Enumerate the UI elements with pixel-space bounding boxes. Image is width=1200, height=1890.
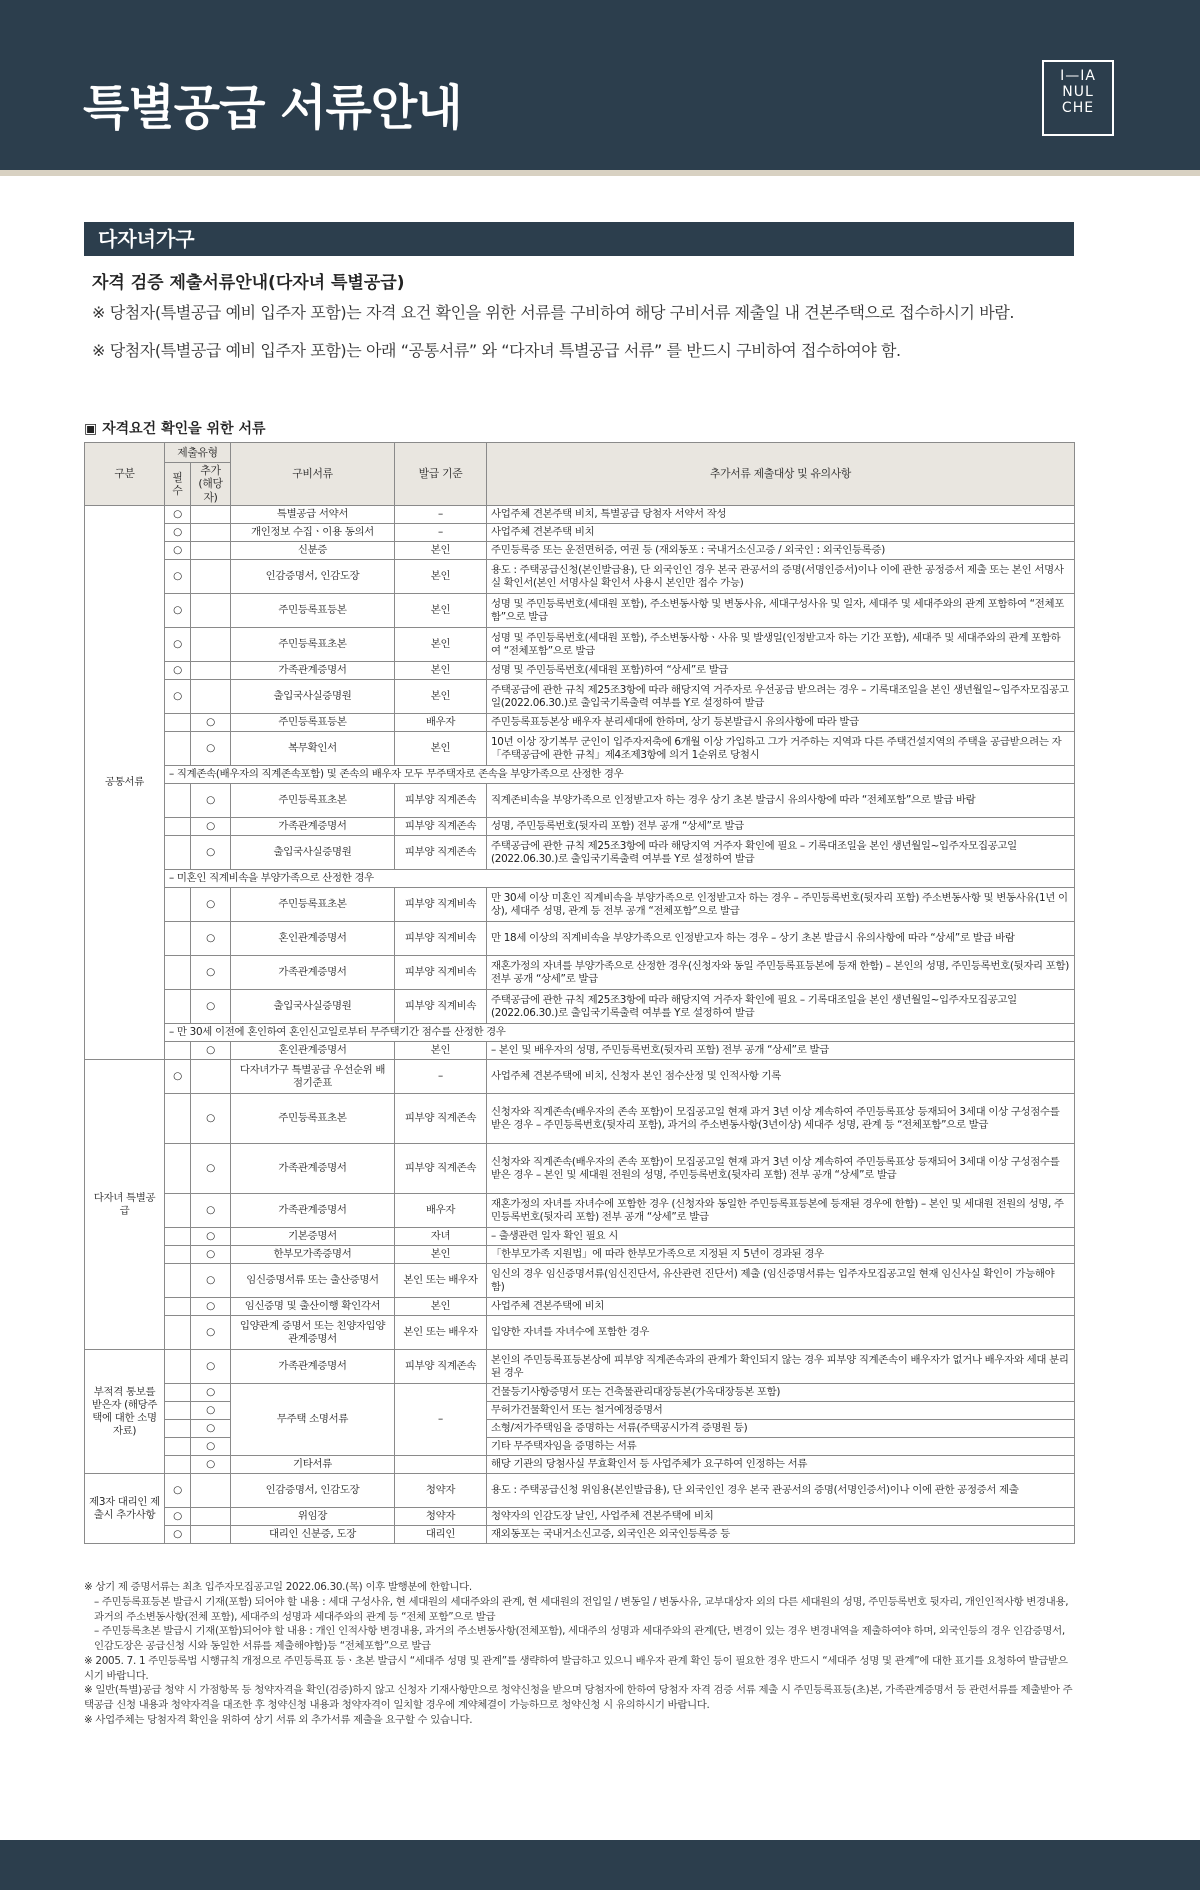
remark-cell: 재외동포는 국내거소신고증, 외국인은 외국인등록증 등 xyxy=(487,1526,1075,1544)
basis-cell: 본인 xyxy=(395,628,487,662)
table-row xyxy=(85,1350,1075,1384)
table-row xyxy=(85,506,1075,524)
table-row xyxy=(85,1456,1075,1474)
table-title: ▣ 자격요건 확인을 위한 서류 xyxy=(84,421,266,437)
additional-mark: ○ xyxy=(191,1264,231,1298)
table-row xyxy=(85,1298,1075,1316)
logo-line: CHE xyxy=(1061,100,1095,116)
remark-cell: 성명 및 주민등록번호(세대원 포함), 주소변동사항ㆍ사유 및 발생일(인정받고자 하는 기간 포함), 세대주 및 세대주와의 관계 포함하여 “전체포함”으로 발급 xyxy=(487,628,1075,662)
remark-cell: 사업주체 견본주택에 비치, 신청자 본인 점수산정 및 인적사항 기록 xyxy=(487,1060,1075,1094)
additional-mark: ○ xyxy=(191,1420,231,1438)
table-row xyxy=(85,818,1075,836)
additional-mark: ○ xyxy=(191,1144,231,1194)
footnote: ※ 일반(특별)공급 청약 시 가점항목 등 청약자격을 확인(검증)하지 않고 신청자 기재사항만으로 청약신청을 받으며 당첨자에 한하여 당첨자 자격 검증 서류 제출 시 주민등록표등(초)본, 가족관계증명서 등 관련서류를 제출받아 주택공급 신청 내용과 청약자격을 대조한 후 청약신청 내용과 청약자격이 일치할 경우에 계약체결이 가능하므로 청약신청 시 유의하시기 바랍니다. xyxy=(84,1684,1073,1712)
remark-cell: 용도 : 주택공급신청(본인발급용), 단 외국인인 경우 본국 관공서의 증명(서명인증서)이나 이에 관한 공정증서 제출 또는 본인 서명사실 확인서(본인 서명사실 확인서 사용시 본인만 접수 가능) xyxy=(487,560,1075,594)
additional-mark: ○ xyxy=(191,732,231,766)
footnote: – 주민등록표등본 발급시 기재(포함) 되어야 할 내용 : 세대 구성사유, 현 세대원의 세대주와의 관계, 현 세대원의 전입일 / 변동일 / 변동사유, 교부대상자 외의 다른 세대원의 성명, 주민등록번호 뒷자리, 개인인적사항 변경내용, 과거의 주소변동사항(전체 포함), 세대주의 성명과 세대주와의 관계 등 “전체 포함”으로 발급 xyxy=(94,1595,1069,1623)
documents-table xyxy=(84,442,1075,1544)
table-row xyxy=(85,1474,1075,1508)
document-cell: 임신증명서류 또는 출산증명서 xyxy=(231,1264,395,1298)
basis-cell: 피부양 직계존속 xyxy=(395,1350,487,1384)
required-mark xyxy=(165,784,191,818)
required-mark: ○ xyxy=(165,506,191,524)
remark-cell: 성명 및 주민등록번호(세대원 포함)하여 “상세”로 발급 xyxy=(487,662,1075,680)
remark-cell: 청약자의 인감도장 날인, 사업주체 견본주택에 비치 xyxy=(487,1508,1075,1526)
required-mark: ○ xyxy=(165,594,191,628)
basis-cell: 본인 또는 배우자 xyxy=(395,1264,487,1298)
basis-cell: 피부양 직계비속 xyxy=(395,990,487,1024)
required-mark: ○ xyxy=(165,1508,191,1526)
header-divider xyxy=(0,170,1200,176)
basis-cell: 대리인 xyxy=(395,1526,487,1544)
required-mark: ○ xyxy=(165,1474,191,1508)
table-row xyxy=(85,1526,1075,1544)
table-row xyxy=(85,956,1075,990)
basis-cell: – xyxy=(395,1384,487,1456)
required-mark: ○ xyxy=(165,628,191,662)
header-basis: 발급 기준 xyxy=(395,443,487,506)
logo-line: I—IA xyxy=(1060,68,1096,84)
required-mark xyxy=(165,1316,191,1350)
remark-cell: 주민등록증 또는 운전면허증, 여권 등 (재외동포 : 국내거소신고증 / 외국인 : 외국인등록증) xyxy=(487,542,1075,560)
required-mark xyxy=(165,1350,191,1384)
additional-mark xyxy=(191,1060,231,1094)
remark-cell: 만 18세 이상의 직계비속을 부양가족으로 인정받고자 하는 경우 – 상기 초본 발급시 유의사항에 따라 “상세”로 발급 바람 xyxy=(487,922,1075,956)
additional-mark: ○ xyxy=(191,1042,231,1060)
document-cell: 한부모가족증명서 xyxy=(231,1246,395,1264)
document-cell: 무주택 소명서류 xyxy=(231,1384,395,1456)
document-cell: 기타서류 xyxy=(231,1456,395,1474)
required-mark xyxy=(165,1094,191,1144)
required-mark xyxy=(165,1298,191,1316)
table-row xyxy=(85,560,1075,594)
basis-cell: – xyxy=(395,524,487,542)
document-cell: 대리인 신분증, 도장 xyxy=(231,1526,395,1544)
table-row xyxy=(85,990,1075,1024)
required-mark xyxy=(165,732,191,766)
document-cell: 신분증 xyxy=(231,542,395,560)
footnote: ※ 사업주체는 당첨자격 확인을 위하여 상기 서류 외 추가서류 제출을 요구할 수 있습니다. xyxy=(84,1713,473,1726)
additional-mark: ○ xyxy=(191,1350,231,1384)
basis-cell: 피부양 직계존속 xyxy=(395,1144,487,1194)
required-mark xyxy=(165,1438,191,1456)
required-mark xyxy=(165,956,191,990)
additional-mark: ○ xyxy=(191,836,231,870)
remark-cell: 사업주체 견본주택에 비치 xyxy=(487,1298,1075,1316)
basis-cell: 피부양 직계존속 xyxy=(395,818,487,836)
basis-cell: 본인 xyxy=(395,560,487,594)
required-mark xyxy=(165,1228,191,1246)
table-row xyxy=(85,784,1075,818)
basis-cell: 본인 xyxy=(395,732,487,766)
table-row xyxy=(85,836,1075,870)
remark-cell: 성명 및 주민등록번호(세대원 포함), 주소변동사항 및 변동사유, 세대구성사유 및 일자, 세대주 및 세대주와의 관계 포함하여 “전체포함”으로 발급 xyxy=(487,594,1075,628)
required-mark xyxy=(165,836,191,870)
table-row xyxy=(85,1384,1075,1402)
remark-cell: 입양한 자녀를 자녀수에 포함한 경우 xyxy=(487,1316,1075,1350)
document-cell: 혼인관계증명서 xyxy=(231,922,395,956)
remark-cell: 소형/저가주택임을 증명하는 서류(주택공시가격 증명원 등) xyxy=(487,1420,1075,1438)
footnotes xyxy=(84,1580,1074,1728)
basis-cell: 피부양 직계존속 xyxy=(395,1094,487,1144)
subheading-row: – 만 30세 이전에 혼인하여 혼인신고일로부터 무주택기간 점수를 산정한 경우 xyxy=(165,1024,1075,1042)
document-cell: 가족관계증명서 xyxy=(231,818,395,836)
remark-cell: 10년 이상 장기복무 군인이 입주자저축에 6개월 이상 가입하고 그가 거주하는 지역과 다른 주택건설지역의 주택을 공급받으려는 자「주택공급에 관한 규칙」제4조제3항에 의거 1순위로 당첨시 xyxy=(487,732,1075,766)
remark-cell: 재혼가정의 자녀를 자녀수에 포함한 경우 (신청자와 동일한 주민등록표등본에 등재된 경우에 한함) – 본인 및 세대원 전원의 성명, 주민등록번호(뒷자리 포함) 전부 공개 “상세”로 발급 xyxy=(487,1194,1075,1228)
remark-cell: 사업주체 견본주택 비치, 특별공급 당첨자 서약서 작성 xyxy=(487,506,1075,524)
additional-mark xyxy=(191,524,231,542)
section-title: 다자녀가구 xyxy=(84,222,1074,256)
footnote: ※ 상기 제 증명서류는 최초 입주자모집공고일 2022.06.30.(목) 이후 발행분에 한합니다. xyxy=(84,1581,472,1593)
header-additional: 추가 (해당자) xyxy=(191,463,231,506)
remark-cell: 주민등록표등본상 배우자 분리세대에 한하며, 상기 등본발급시 유의사항에 따라 발급 xyxy=(487,714,1075,732)
document-cell: 주민등록표초본 xyxy=(231,784,395,818)
section-note: ※ 당첨자(특별공급 예비 입주자 포함)는 자격 요건 확인을 위한 서류를 구비하여 해당 구비서류 제출일 내 견본주택으로 접수하시기 바람. xyxy=(92,303,1015,322)
basis-cell: 본인 xyxy=(395,662,487,680)
remark-cell: 무허가건물확인서 또는 철거예정증명서 xyxy=(487,1402,1075,1420)
additional-mark xyxy=(191,1526,231,1544)
page-title: 특별공급 서류안내 xyxy=(83,80,462,136)
basis-cell: 청약자 xyxy=(395,1508,487,1526)
basis-cell: 본인 xyxy=(395,1298,487,1316)
remark-cell: – 본인 및 배우자의 성명, 주민등록번호(뒷자리 포함) 전부 공개 “상세”로 발급 xyxy=(487,1042,1075,1060)
table-row xyxy=(85,1228,1075,1246)
additional-mark: ○ xyxy=(191,1402,231,1420)
section-note: ※ 당첨자(특별공급 예비 입주자 포함)는 아래 “공통서류” 와 “다자녀 특별공급 서류” 를 반드시 구비하여 접수하여야 함. xyxy=(92,341,901,360)
section-subtitle: 자격 검증 제출서류안내(다자녀 특별공급) xyxy=(92,273,405,293)
basis-cell: 본인 xyxy=(395,1246,487,1264)
document-cell: 가족관계증명서 xyxy=(231,1144,395,1194)
remark-cell: 사업주체 견본주택 비치 xyxy=(487,524,1075,542)
remark-cell: 본인의 주민등록표등본상에 피부양 직계존속과의 관계가 확인되지 않는 경우 피부양 직계존속이 배우자가 없거나 배우자와 세대 분리된 경우 xyxy=(487,1350,1075,1384)
required-mark xyxy=(165,1144,191,1194)
required-mark: ○ xyxy=(165,1060,191,1094)
remark-cell: 주택공급에 관한 규칙 제25조3항에 따라 해당지역 거주자로 우선공급 받으려는 경우 – 기록대조일을 본인 생년월일~입주자모집공고일(2022.06.30.)로 출입국기록출력 여부를 Y로 설정하여 발급 xyxy=(487,680,1075,714)
additional-mark xyxy=(191,628,231,662)
logo-line: NUL xyxy=(1062,84,1094,100)
remark-cell: 신청자와 직계존속(배우자의 존속 포함)이 모집공고일 현재 과거 3년 이상 계속하여 주민등록표상 등재되어 3세대 이상 구성점수를 받은 경우 – 주민등록번호(뒷자리 포함), 과거의 주소변동사항(3년이상) 세대주 성명, 관계 등 “전체포함”으로 발급 xyxy=(487,1094,1075,1144)
table-row xyxy=(85,1246,1075,1264)
remark-cell: 건물등기사항증명서 또는 건축물관리대장등본(가옥대장등본 포함) xyxy=(487,1384,1075,1402)
document-cell: 출입국사실증명원 xyxy=(231,990,395,1024)
remark-cell: 주택공급에 관한 규칙 제25조3항에 따라 해당지역 거주자 확인에 필요 – 기록대조일을 본인 생년월일~입주자모집공고일(2022.06.30.)로 출입국기록출력 여부를 Y로 설정하여 발급 xyxy=(487,836,1075,870)
required-mark xyxy=(165,1042,191,1060)
table-row xyxy=(85,680,1075,714)
table-row xyxy=(85,870,1075,888)
basis-cell: 본인 xyxy=(395,542,487,560)
basis-cell: 본인 또는 배우자 xyxy=(395,1316,487,1350)
table-row xyxy=(85,1024,1075,1042)
additional-mark xyxy=(191,1508,231,1526)
required-mark xyxy=(165,1456,191,1474)
table-row xyxy=(85,1042,1075,1060)
additional-mark xyxy=(191,680,231,714)
basis-cell: 피부양 직계비속 xyxy=(395,956,487,990)
additional-mark: ○ xyxy=(191,1194,231,1228)
brand-logo xyxy=(1042,60,1114,136)
additional-mark xyxy=(191,506,231,524)
basis-cell: 피부양 직계존속 xyxy=(395,784,487,818)
basis-cell: 피부양 직계비속 xyxy=(395,888,487,922)
document-cell: 주민등록표등본 xyxy=(231,594,395,628)
basis-cell: 피부양 직계비속 xyxy=(395,922,487,956)
document-cell: 주민등록표초본 xyxy=(231,888,395,922)
table-row xyxy=(85,594,1075,628)
required-mark xyxy=(165,1194,191,1228)
remark-cell: 재혼가정의 자녀를 부양가족으로 산정한 경우(신청자와 동일 주민등록표등본에 등재 한함) – 본인의 성명, 주민등록번호(뒷자리 포함) 전부 공개 “상세”로 발급 xyxy=(487,956,1075,990)
table-row xyxy=(85,542,1075,560)
additional-mark xyxy=(191,542,231,560)
required-mark xyxy=(165,1264,191,1298)
group-cell: 부적격 통보를 받은자 (해당주택에 대한 소명자료) xyxy=(85,1350,165,1474)
table-row xyxy=(85,714,1075,732)
additional-mark: ○ xyxy=(191,1316,231,1350)
required-mark: ○ xyxy=(165,662,191,680)
table-row xyxy=(85,922,1075,956)
basis-cell: 배우자 xyxy=(395,1194,487,1228)
remark-cell: 성명, 주민등록번호(뒷자리 포함) 전부 공개 “상세”로 발급 xyxy=(487,818,1075,836)
document-cell: 인감증명서, 인감도장 xyxy=(231,1474,395,1508)
table-row xyxy=(85,888,1075,922)
document-cell: 가족관계증명서 xyxy=(231,662,395,680)
additional-mark: ○ xyxy=(191,1384,231,1402)
document-cell: 복무확인서 xyxy=(231,732,395,766)
table-row xyxy=(85,1094,1075,1144)
additional-mark: ○ xyxy=(191,990,231,1024)
additional-mark xyxy=(191,560,231,594)
additional-mark: ○ xyxy=(191,1456,231,1474)
header-group: 구분 xyxy=(85,443,165,506)
additional-mark: ○ xyxy=(191,714,231,732)
required-mark xyxy=(165,990,191,1024)
group-cell: 제3자 대리인 제출시 추가사항 xyxy=(85,1474,165,1544)
basis-cell: 배우자 xyxy=(395,714,487,732)
document-cell: 혼인관계증명서 xyxy=(231,1042,395,1060)
additional-mark: ○ xyxy=(191,922,231,956)
basis-cell: 본인 xyxy=(395,680,487,714)
table-row xyxy=(85,1144,1075,1194)
basis-cell xyxy=(395,1456,487,1474)
document-cell: 가족관계증명서 xyxy=(231,1350,395,1384)
table-row xyxy=(85,524,1075,542)
required-mark xyxy=(165,922,191,956)
additional-mark: ○ xyxy=(191,1298,231,1316)
required-mark xyxy=(165,888,191,922)
basis-cell: 본인 xyxy=(395,594,487,628)
required-mark xyxy=(165,1402,191,1420)
remark-cell: 직계존비속을 부양가족으로 인정받고자 하는 경우 상기 초본 발급시 유의사항에 따라 “전체포함”으로 발급 바람 xyxy=(487,784,1075,818)
additional-mark: ○ xyxy=(191,1228,231,1246)
document-cell: 인감증명서, 인감도장 xyxy=(231,560,395,594)
document-cell: 가족관계증명서 xyxy=(231,956,395,990)
footnote: ※ 2005. 7. 1 주민등록법 시행규칙 개정으로 주민등록표 등ㆍ초본 발급시 “세대주 성명 및 관계”를 생략하여 발급하고 있으니 배우자 관계 확인 등이 필요한 경우 반드시 “세대주 성명 및 관계”에 대한 표기를 요청하여 발급받으시기 바랍니다. xyxy=(84,1654,1068,1682)
document-cell: 주민등록표초본 xyxy=(231,628,395,662)
table-row xyxy=(85,1194,1075,1228)
additional-mark: ○ xyxy=(191,1094,231,1144)
basis-cell: – xyxy=(395,506,487,524)
additional-mark: ○ xyxy=(191,956,231,990)
required-mark: ○ xyxy=(165,524,191,542)
remark-cell: 임신의 경우 임신증명서류(임신진단서, 유산관련 진단서) 제출 (임신증명서류는 입주자모집공고일 현재 임신사실 확인이 가능해야 함) xyxy=(487,1264,1075,1298)
subheading-row: – 직계존속(배우자의 직계존속포함) 및 존속의 배우자 모두 무주택자로 존속을 부양가족으로 산정한 경우 xyxy=(165,766,1075,784)
remark-cell: 기타 무주택자임을 증명하는 서류 xyxy=(487,1438,1075,1456)
document-cell: 입양관계 증명서 또는 친양자입양관계증명서 xyxy=(231,1316,395,1350)
basis-cell: 청약자 xyxy=(395,1474,487,1508)
header-required: 필수 xyxy=(165,463,191,506)
page-header xyxy=(0,0,1200,170)
basis-cell: 본인 xyxy=(395,1042,487,1060)
remark-cell: 「한부모가족 지원법」에 따라 한부모가족으로 지정된 지 5년이 경과된 경우 xyxy=(487,1246,1075,1264)
required-mark xyxy=(165,1246,191,1264)
additional-mark: ○ xyxy=(191,784,231,818)
required-mark xyxy=(165,1420,191,1438)
additional-mark: ○ xyxy=(191,1438,231,1456)
header-submit-type: 제출유형 xyxy=(165,443,231,463)
table-row xyxy=(85,1316,1075,1350)
document-cell: 개인정보 수집ㆍ이용 동의서 xyxy=(231,524,395,542)
document-cell: 다자녀가구 특별공급 우선순위 배점기준표 xyxy=(231,1060,395,1094)
basis-cell: 피부양 직계존속 xyxy=(395,836,487,870)
remark-cell: 용도 : 주택공급신청 위임용(본인발급용), 단 외국인인 경우 본국 관공서의 증명(서명인증서)이나 이에 관한 공정증서 제출 xyxy=(487,1474,1075,1508)
table-body xyxy=(85,506,1075,1544)
table-row xyxy=(85,628,1075,662)
document-cell: 출입국사실증명원 xyxy=(231,836,395,870)
header-remark: 추가서류 제출대상 및 유의사항 xyxy=(487,443,1075,506)
page-footer xyxy=(0,1840,1200,1890)
required-mark xyxy=(165,818,191,836)
document-cell: 기본증명서 xyxy=(231,1228,395,1246)
remark-cell: 만 30세 이상 미혼인 직계비속을 부양가족으로 인정받고자 하는 경우 – 주민등록번호(뒷자리 포함) 주소변동사항 및 변동사유(1년 이상), 세대주 성명, 관계 등 전부 공개 “전체포함”으로 발급 xyxy=(487,888,1075,922)
additional-mark xyxy=(191,594,231,628)
remark-cell: 주택공급에 관한 규칙 제25조3항에 따라 해당지역 거주자 확인에 필요 – 기록대조일을 본인 생년월일~입주자모집공고일(2022.06.30.)로 출입국기록출력 여부를 Y로 설정하여 발급 xyxy=(487,990,1075,1024)
document-cell: 특별공급 서약서 xyxy=(231,506,395,524)
required-mark xyxy=(165,714,191,732)
table-row xyxy=(85,662,1075,680)
additional-mark: ○ xyxy=(191,818,231,836)
document-cell: 임신증명 및 출산이행 확인각서 xyxy=(231,1298,395,1316)
table-row xyxy=(85,732,1075,766)
subheading-row: – 미혼인 직계비속을 부양가족으로 산정한 경우 xyxy=(165,870,1075,888)
document-cell: 위임장 xyxy=(231,1508,395,1526)
additional-mark: ○ xyxy=(191,888,231,922)
document-cell: 주민등록표초본 xyxy=(231,1094,395,1144)
table-row xyxy=(85,766,1075,784)
document-cell: 주민등록표등본 xyxy=(231,714,395,732)
group-cell: 다자녀 특별공급 xyxy=(85,1060,165,1350)
required-mark xyxy=(165,1384,191,1402)
remark-cell: – 출생관련 일자 확인 필요 시 xyxy=(487,1228,1075,1246)
remark-cell: 신청자와 직계존속(배우자의 존속 포함)이 모집공고일 현재 과거 3년 이상 계속하여 주민등록표상 등재되어 3세대 이상 구성점수를 받은 경우 – 본인 및 세대원 전원의 성명, 주민등록번호(뒷자리 포함) 전부 공개 “상세”로 발급 xyxy=(487,1144,1075,1194)
additional-mark: ○ xyxy=(191,1246,231,1264)
basis-cell: 자녀 xyxy=(395,1228,487,1246)
table-row xyxy=(85,1060,1075,1094)
table-row xyxy=(85,1264,1075,1298)
required-mark: ○ xyxy=(165,560,191,594)
additional-mark xyxy=(191,662,231,680)
table-row xyxy=(85,1508,1075,1526)
required-mark: ○ xyxy=(165,680,191,714)
header-document: 구비서류 xyxy=(231,443,395,506)
footnote: – 주민등록초본 발급시 기재(포함)되어야 할 내용 : 개인 인적사항 변경내용, 과거의 주소변동사항(전체포함), 세대주의 성명과 세대주와의 관계(단, 변경이 있는 경우 변경내역을 제출하여야 하며, 외국인등의 경우 인감증명서, 인감도장은 공급신청 시와 동일한 서류를 제출해야함)등 “전체포함”으로 발급 xyxy=(94,1625,1065,1653)
basis-cell: – xyxy=(395,1060,487,1094)
additional-mark xyxy=(191,1474,231,1508)
required-mark: ○ xyxy=(165,1526,191,1544)
group-cell: 공통서류 xyxy=(85,506,165,1060)
document-cell: 가족관계증명서 xyxy=(231,1194,395,1228)
remark-cell: 해당 기관의 당첨사실 무효확인서 등 사업주체가 요구하여 인정하는 서류 xyxy=(487,1456,1075,1474)
required-mark: ○ xyxy=(165,542,191,560)
document-cell: 출입국사실증명원 xyxy=(231,680,395,714)
